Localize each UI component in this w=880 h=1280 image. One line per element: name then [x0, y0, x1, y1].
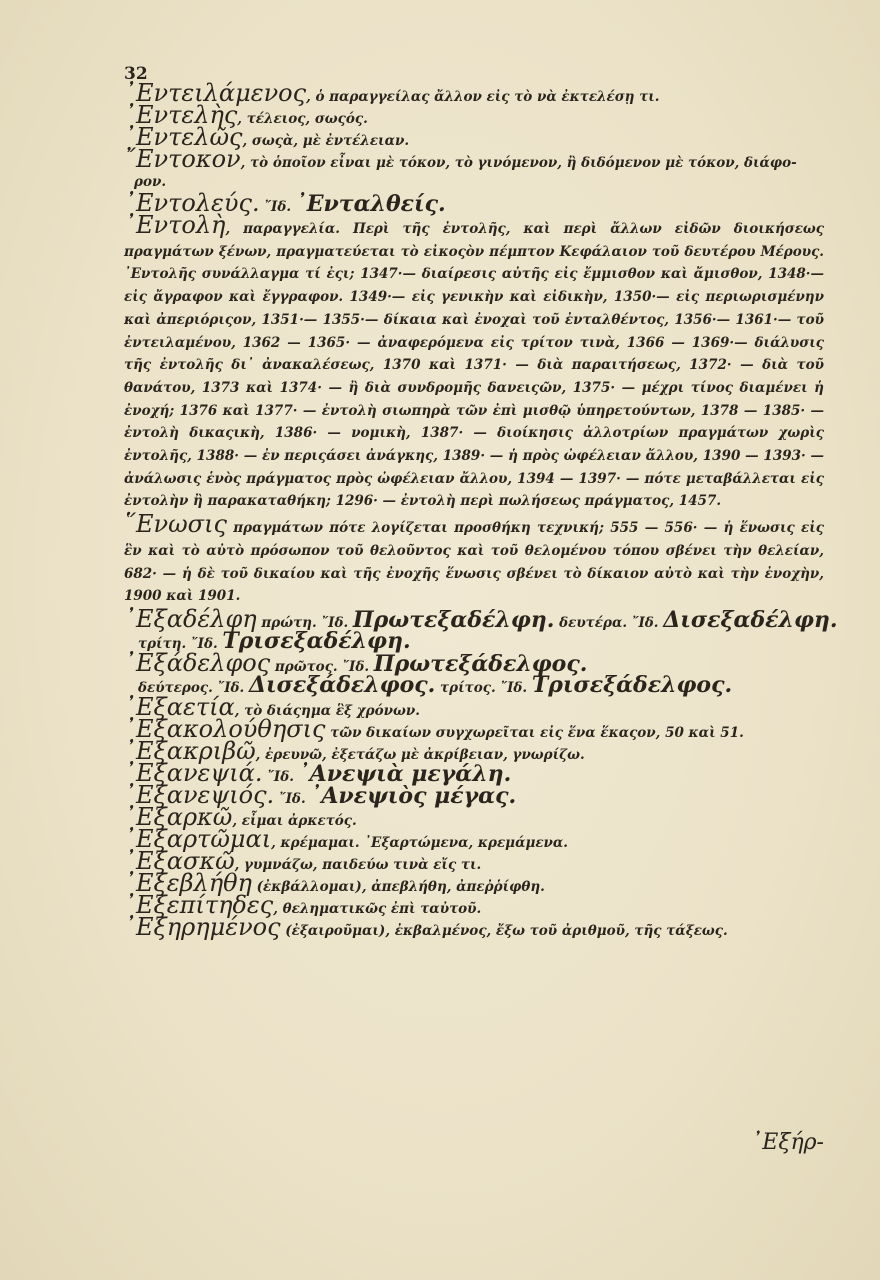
entry-headword: ᾿Εξασκῶ	[124, 846, 235, 875]
entry-headword: ᾿Εξαδέλφη	[124, 604, 257, 633]
entry-definition: , τὸ διάςημα ἓξ χρόνων.	[234, 702, 420, 719]
entry-entole	[124, 211, 824, 513]
entry-definition: , τὸ ὁποῖον εἶναι μὲ τόκον, τὸ γινόμενον, ἢ διδόμενον μὲ τόκον, διάφο-	[240, 155, 797, 171]
entry-headword: ᾿Εξεβλήθη	[124, 868, 252, 897]
entry-headword: ᾿Εντειλάμενος	[124, 79, 307, 107]
entry-definition: (ἐκβάλλομαι), ἀπεβλήθη, ἀπεῤῥίφθη.	[251, 878, 545, 895]
entry-headword: ᾿Εξαρκῶ	[124, 802, 233, 831]
entry-crossref: Δισεξάδελφος.	[248, 671, 436, 698]
entry-definition: πραγμάτων πότε λογίζεται προσθήκη τεχνική; 555 — 556· — ἡ ἕνωσις εἰς ἓν καὶ τὸ αὐτὸ πρόσωπον τοῦ θελοῦντος καὶ τοῦ θελομένου τόπου σβένει τὴν θελείαν, 682· — ἡ δὲ τοῦ δικαίου καὶ τῆς ἐνοχῆς ἕνωσις σβένει τὸ δίκαιον αὐτὸ καὶ τὴν ἐνοχὴν, 1900 καὶ 1901.	[124, 520, 824, 605]
entry-headword: ᾿Εξηρημένος	[124, 912, 281, 941]
entry-headword: ᾿Εντολὴ	[124, 211, 226, 239]
entry-definition: ῎Ιδ.	[262, 768, 299, 785]
entry-headword: ᾿Εξακολούθησις	[124, 714, 326, 743]
entry-enosis	[124, 510, 824, 608]
entry-headword: ᾿Εξαρτῶμαι	[124, 824, 272, 853]
entry-headword: ᾿Εξανεψιός.	[124, 780, 275, 809]
entry-definition: ῎Ιδ.	[259, 199, 296, 215]
dictionary-text	[124, 79, 838, 941]
entry-crossref: Πρωτεξάδελφος.	[373, 650, 588, 677]
page-number: 32	[124, 64, 148, 84]
entry-entokon	[124, 145, 824, 173]
entry-crossref: Πρωτεξαδέλφη.	[352, 606, 555, 633]
entry-definition: , σωςὰ, μὲ ἐντέλειαν.	[242, 133, 410, 149]
entry-crossref: Τρισεξάδελφος.	[531, 671, 733, 698]
entry-definition: , θεληματικῶς ἐπὶ ταὐτοῦ.	[273, 900, 482, 917]
entry-headword: ᾿Εξαετία	[124, 692, 235, 721]
entry-definition: , κρέμαμαι. ᾿Εξαρτώμενα, κρεμάμενα.	[271, 834, 568, 851]
entry-crossref: Τρισεξαδέλφη.	[222, 627, 411, 654]
entry-definition: δευτέρα. ῎Ιδ.	[554, 614, 664, 631]
entry-definition: τῶν δικαίων συγχωρεῖται εἰς ἕνα ἕκαςον, 50 καὶ 51.	[325, 724, 744, 741]
entry-headword: ᾿Εξάδελφος	[124, 648, 271, 677]
entry-definition: , τέλειος, σωςός.	[237, 111, 368, 127]
entry-headword: ᾿Εντελὴς	[124, 101, 238, 129]
entry-definition: , γυμνάζω, παιδεύω τινὰ εἴς τι.	[234, 856, 482, 873]
catchword: ᾿Εξήρ-	[751, 1130, 824, 1155]
entry-entoleus	[124, 189, 824, 217]
entry-definition: πρῶτος. ῎Ιδ.	[270, 658, 374, 675]
entry-headword: ῞Ενωσις	[124, 510, 227, 539]
entry-headword: ᾿Εντολεύς.	[124, 189, 260, 217]
entry-crossref: ᾿Ανεψιὸς μέγας.	[310, 782, 517, 809]
entry-definition: (ἐξαιροῦμαι), ἐκβαλμένος, ἔξω τοῦ ἀριθμοῦ, τῆς τάξεως.	[280, 922, 728, 939]
entry-definition: πρώτη. ῎Ιδ.	[256, 614, 353, 631]
entry-headword: ᾿Εξανεψιά.	[124, 758, 263, 787]
entry-crossref: Δισεξαδέλφη.	[663, 606, 838, 633]
entry-headword: ᾿Εντελῶς	[124, 123, 243, 151]
entry-definition: , ὁ παραγγείλας ἄλλον εἰς τὸ νὰ ἐκτελέσῃ τι.	[306, 89, 660, 105]
entry-definition: , εἶμαι ἀρκετός.	[232, 812, 357, 829]
entry-definition: , παραγγελία. Περὶ τῆς ἐντολῆς, καὶ περὶ ἄλλων εἰδῶν διοικήσεως πραγμάτων ξένων, πραγματεύεται τὸ εἰκοςὸν πέμπτον Κεφάλαιον τοῦ δευτέρου Μέρους. ᾿Εντολῆς συνάλλαγμα τί ἐςι; 1347·— διαίρεσις αὐτῆς εἰς ἔμμισθον καὶ ἄμισθον, 1348·— εἰς ἄγραφον καὶ ἔγγραφον. 1349·— εἰς γενικὴν καὶ εἰδικὴν, 1350·— εἰς περιωρισμένην καὶ ἀπεριόριςον, 1351·— 1355·— δίκαια καὶ ἐνοχαὶ τοῦ ἐνταλθέντος, 1356·— 1361·— τοῦ ἐντειλαμένου, 1362 — 1365· — ἀναφερόμενα εἰς τρίτον τινὰ, 1366 — 1369·— διάλυσις τῆς ἐντολῆς δι᾿ ἀνακαλέσεως, 1370 καὶ 1371· — διὰ παραιτήσεως, 1372· — διὰ τοῦ θανάτου, 1373 καὶ 1374· — ἢ διὰ συνδρομῆς δανειςῶν, 1375· — μέχρι τίνος διαμένει ἡ ἐνοχή; 1376 καὶ 1377· — ἐντολὴ σιωπηρὰ τῶν ἐπὶ μισθῷ ὑπηρετούντων, 1378 — 1385· — ἐντολὴ δικαςικὴ, 1386· — νομικὴ, 1387· — διοίκησις ἀλλοτρίων πραγμάτων χωρὶς ἐντολῆς, 1388· — ἐν περιςάσει ἀνάγκης, 1389· — ἡ πρὸς ὠφέλειαν ἄλλου, 1390 — 1393· — ἀνάλωσις ἑνὸς πράγματος πρὸς ὠφέλειαν ἄλλου, 1394 — 1397· — πότε μεταβάλλεται εἰς ἐντολὴν ἢ παρακαταθήκη; 1296· — ἐντολὴ περὶ πωλήσεως πράγματος, 1457.	[124, 221, 824, 510]
entry-exadelfe	[124, 604, 838, 633]
entry-headword: ᾿Εξεπίτηδες	[124, 890, 274, 919]
entry-exadelfos	[124, 648, 824, 677]
entry-crossref: ᾿Ανεψιὰ μεγάλη.	[298, 760, 512, 787]
entry-headword: ᾿Εξακριβῶ	[124, 736, 256, 765]
entry-definition: τρίτος. ῎Ιδ.	[435, 679, 532, 696]
entry-definition: δεύτερος. ῎Ιδ.	[138, 679, 249, 696]
entry-crossref: ᾿Ενταλθείς.	[295, 191, 446, 217]
entry-definition: τρίτη. ῎Ιδ.	[138, 635, 223, 652]
entry-definition-continued: ρον.	[134, 174, 167, 190]
entry-definition: ῎Ιδ.	[274, 790, 311, 807]
entry-headword: ῎Εντοκον	[124, 145, 241, 173]
entry-exeremenos	[124, 912, 824, 941]
entry-definition: , ἐρευνῶ, ἐξετάζω μὲ ἀκρίβειαν, γνωρίζω.	[255, 746, 585, 763]
